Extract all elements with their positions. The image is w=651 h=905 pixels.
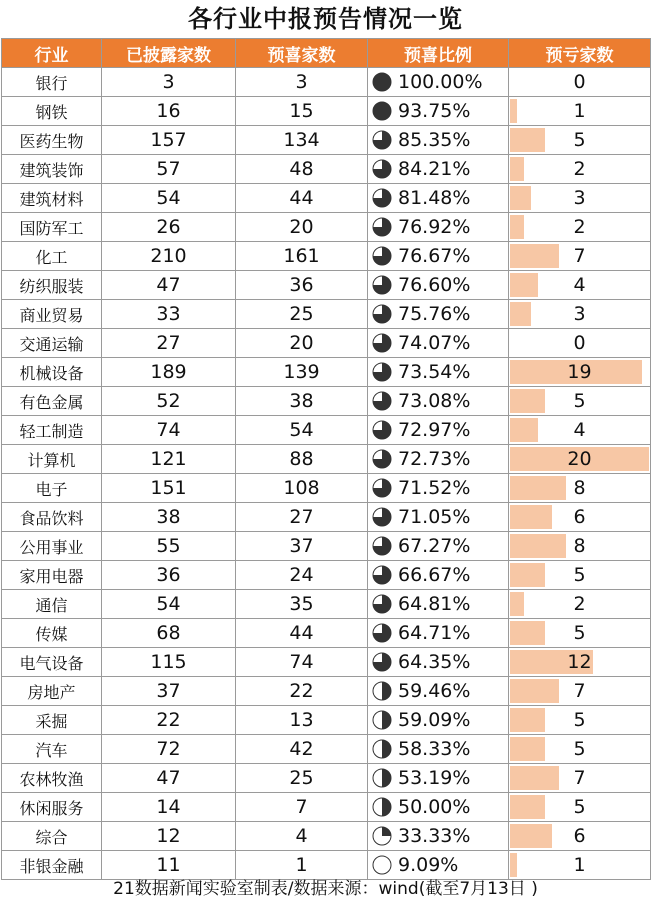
ratio-pie-icon [372, 159, 392, 179]
loss-bar [510, 621, 545, 645]
cell-positive-ratio [368, 416, 509, 445]
table-row [2, 416, 651, 445]
cell-loss [509, 503, 651, 532]
cell-disclosed: 74 [102, 416, 236, 445]
cell-positive-ratio [368, 126, 509, 155]
cell-loss [509, 68, 651, 97]
loss-value: 12 [567, 651, 592, 673]
loss-bar [510, 563, 545, 587]
cell-loss [509, 97, 651, 126]
ratio-pie-icon [372, 739, 392, 759]
loss-value: 19 [567, 361, 592, 383]
cell-positive-ratio [368, 242, 509, 271]
cell-industry: 商业贸易 [2, 300, 102, 329]
cell-disclosed: 27 [102, 329, 236, 358]
header-positive: 预喜家数 [236, 39, 368, 68]
table-row [2, 561, 651, 590]
cell-industry: 传媒 [2, 619, 102, 648]
table-row [2, 764, 651, 793]
cell-positive-ratio [368, 329, 509, 358]
cell-positive: 42 [236, 735, 368, 764]
cell-disclosed: 3 [102, 68, 236, 97]
cell-positive: 44 [236, 619, 368, 648]
ratio-pie-icon [372, 536, 392, 556]
cell-disclosed: 189 [102, 358, 236, 387]
cell-positive: 36 [236, 271, 368, 300]
loss-value: 4 [573, 274, 586, 296]
cell-positive-ratio [368, 97, 509, 126]
loss-value: 8 [573, 535, 586, 557]
cell-positive-ratio [368, 648, 509, 677]
cell-positive-ratio [368, 590, 509, 619]
loss-bar [510, 853, 517, 877]
ratio-pie-icon [372, 72, 392, 92]
cell-positive-ratio [368, 503, 509, 532]
cell-positive: 108 [236, 474, 368, 503]
cell-positive: 54 [236, 416, 368, 445]
loss-value: 7 [573, 767, 586, 789]
cell-loss [509, 445, 651, 474]
header-disclosed: 已披露家数 [102, 39, 236, 68]
cell-disclosed: 52 [102, 387, 236, 416]
ratio-value: 75.76% [398, 303, 471, 325]
cell-loss [509, 155, 651, 184]
cell-positive: 7 [236, 793, 368, 822]
table-row [2, 706, 651, 735]
cell-industry: 化工 [2, 242, 102, 271]
cell-loss [509, 300, 651, 329]
cell-disclosed: 26 [102, 213, 236, 242]
cell-positive-ratio [368, 735, 509, 764]
cell-loss [509, 358, 651, 387]
loss-value: 20 [567, 448, 592, 470]
cell-positive: 27 [236, 503, 368, 532]
loss-value: 6 [573, 825, 586, 847]
cell-industry: 电气设备 [2, 648, 102, 677]
table-row [2, 329, 651, 358]
cell-industry: 轻工制造 [2, 416, 102, 445]
cell-positive-ratio [368, 300, 509, 329]
cell-loss [509, 706, 651, 735]
loss-bar [510, 476, 566, 500]
cell-industry: 汽车 [2, 735, 102, 764]
chart-title: 各行业中报预告情况一览 [188, 5, 463, 33]
cell-positive: 74 [236, 648, 368, 677]
table-row [2, 213, 651, 242]
cell-positive: 44 [236, 184, 368, 213]
cell-positive: 24 [236, 561, 368, 590]
cell-positive-ratio [368, 445, 509, 474]
cell-industry: 农林牧渔 [2, 764, 102, 793]
loss-value: 5 [573, 738, 586, 760]
table-row [2, 648, 651, 677]
loss-value: 7 [573, 680, 586, 702]
cell-positive: 4 [236, 822, 368, 851]
cell-loss [509, 242, 651, 271]
table-row [2, 735, 651, 764]
ratio-pie-icon [372, 333, 392, 353]
cell-industry: 采掘 [2, 706, 102, 735]
cell-loss [509, 677, 651, 706]
ratio-pie-icon [372, 449, 392, 469]
cell-positive: 139 [236, 358, 368, 387]
loss-bar [510, 273, 538, 297]
ratio-value: 64.71% [398, 622, 471, 644]
cell-disclosed: 14 [102, 793, 236, 822]
cell-positive: 25 [236, 764, 368, 793]
cell-loss [509, 648, 651, 677]
loss-value: 3 [573, 187, 586, 209]
ratio-pie-icon [372, 826, 392, 846]
ratio-value: 71.52% [398, 477, 471, 499]
cell-industry: 医药生物 [2, 126, 102, 155]
ratio-pie-icon [372, 565, 392, 585]
cell-disclosed: 68 [102, 619, 236, 648]
cell-positive: 13 [236, 706, 368, 735]
cell-positive: 20 [236, 213, 368, 242]
ratio-value: 64.81% [398, 593, 471, 615]
ratio-value: 100.00% [398, 71, 483, 93]
cell-loss [509, 416, 651, 445]
cell-loss [509, 387, 651, 416]
loss-bar [510, 795, 545, 819]
cell-industry: 家用电器 [2, 561, 102, 590]
loss-value: 3 [573, 303, 586, 325]
loss-value: 0 [573, 71, 586, 93]
ratio-pie-icon [372, 855, 392, 875]
cell-disclosed: 54 [102, 184, 236, 213]
ratio-pie-icon [372, 130, 392, 150]
cell-positive: 88 [236, 445, 368, 474]
ratio-value: 58.33% [398, 738, 471, 760]
table-row [2, 503, 651, 532]
header-industry: 行业 [2, 39, 102, 68]
cell-positive-ratio [368, 155, 509, 184]
cell-industry: 建筑装饰 [2, 155, 102, 184]
loss-bar [510, 505, 552, 529]
cell-positive-ratio [368, 677, 509, 706]
ratio-value: 73.08% [398, 390, 471, 412]
cell-positive-ratio [368, 358, 509, 387]
cell-industry: 食品饮料 [2, 503, 102, 532]
cell-industry: 房地产 [2, 677, 102, 706]
loss-value: 1 [573, 100, 586, 122]
cell-industry: 国防军工 [2, 213, 102, 242]
loss-bar [510, 186, 531, 210]
ratio-pie-icon [372, 101, 392, 121]
cell-industry: 有色金属 [2, 387, 102, 416]
loss-bar [510, 99, 517, 123]
loss-value: 5 [573, 622, 586, 644]
ratio-value: 93.75% [398, 100, 471, 122]
table-row [2, 793, 651, 822]
loss-bar [510, 418, 538, 442]
cell-disclosed: 210 [102, 242, 236, 271]
ratio-value: 66.67% [398, 564, 471, 586]
loss-value: 5 [573, 709, 586, 731]
cell-disclosed: 54 [102, 590, 236, 619]
cell-loss [509, 561, 651, 590]
cell-disclosed: 38 [102, 503, 236, 532]
cell-positive-ratio [368, 213, 509, 242]
cell-positive: 15 [236, 97, 368, 126]
cell-positive: 37 [236, 532, 368, 561]
cell-disclosed: 36 [102, 561, 236, 590]
table-row [2, 300, 651, 329]
cell-positive: 161 [236, 242, 368, 271]
ratio-pie-icon [372, 681, 392, 701]
cell-loss [509, 184, 651, 213]
loss-bar [510, 128, 545, 152]
ratio-pie-icon [372, 275, 392, 295]
loss-bar [510, 389, 545, 413]
ratio-value: 50.00% [398, 796, 471, 818]
loss-value: 5 [573, 129, 586, 151]
cell-disclosed: 157 [102, 126, 236, 155]
cell-industry: 银行 [2, 68, 102, 97]
table-row [2, 184, 651, 213]
table-row [2, 97, 651, 126]
ratio-value: 64.35% [398, 651, 471, 673]
cell-disclosed: 115 [102, 648, 236, 677]
table-row [2, 677, 651, 706]
cell-disclosed: 55 [102, 532, 236, 561]
ratio-pie-icon [372, 594, 392, 614]
loss-value: 2 [573, 216, 586, 238]
cell-positive-ratio [368, 822, 509, 851]
cell-industry: 机械设备 [2, 358, 102, 387]
cell-positive: 48 [236, 155, 368, 184]
cell-disclosed: 16 [102, 97, 236, 126]
loss-bar [510, 708, 545, 732]
cell-positive-ratio [368, 764, 509, 793]
cell-disclosed: 22 [102, 706, 236, 735]
loss-bar [510, 215, 524, 239]
cell-disclosed: 57 [102, 155, 236, 184]
ratio-value: 76.92% [398, 216, 471, 238]
cell-positive: 1 [236, 851, 368, 880]
ratio-pie-icon [372, 768, 392, 788]
cell-industry: 交通运输 [2, 329, 102, 358]
cell-loss [509, 474, 651, 503]
ratio-pie-icon [372, 217, 392, 237]
cell-industry: 非银金融 [2, 851, 102, 880]
loss-bar [510, 679, 559, 703]
header-loss: 预亏家数 [509, 39, 651, 68]
loss-bar [510, 766, 559, 790]
ratio-pie-icon [372, 246, 392, 266]
ratio-pie-icon [372, 188, 392, 208]
loss-value: 1 [573, 854, 586, 876]
loss-value: 4 [573, 419, 586, 441]
ratio-pie-icon [372, 507, 392, 527]
ratio-value: 74.07% [398, 332, 471, 354]
ratio-value: 53.19% [398, 767, 471, 789]
cell-positive-ratio [368, 271, 509, 300]
cell-positive: 134 [236, 126, 368, 155]
ratio-value: 72.73% [398, 448, 471, 470]
industry-table [1, 38, 651, 880]
table-row [2, 155, 651, 184]
cell-positive: 20 [236, 329, 368, 358]
cell-disclosed: 47 [102, 764, 236, 793]
cell-industry: 公用事业 [2, 532, 102, 561]
ratio-pie-icon [372, 391, 392, 411]
cell-disclosed: 37 [102, 677, 236, 706]
table-row [2, 822, 651, 851]
cell-positive-ratio [368, 793, 509, 822]
cell-positive-ratio [368, 706, 509, 735]
ratio-value: 81.48% [398, 187, 471, 209]
cell-loss [509, 213, 651, 242]
loss-value: 7 [573, 245, 586, 267]
cell-disclosed: 33 [102, 300, 236, 329]
table-row [2, 126, 651, 155]
loss-value: 8 [573, 477, 586, 499]
table-body [2, 68, 651, 880]
cell-positive-ratio [368, 532, 509, 561]
cell-disclosed: 121 [102, 445, 236, 474]
cell-industry: 计算机 [2, 445, 102, 474]
cell-disclosed: 12 [102, 822, 236, 851]
ratio-value: 67.27% [398, 535, 471, 557]
loss-bar [510, 534, 566, 558]
ratio-pie-icon [372, 362, 392, 382]
loss-bar [510, 157, 524, 181]
table-row [2, 387, 651, 416]
cell-positive-ratio [368, 68, 509, 97]
loss-value: 6 [573, 506, 586, 528]
cell-industry: 电子 [2, 474, 102, 503]
cell-disclosed: 72 [102, 735, 236, 764]
cell-positive-ratio [368, 619, 509, 648]
cell-positive-ratio [368, 184, 509, 213]
ratio-pie-icon [372, 652, 392, 672]
loss-value: 2 [573, 158, 586, 180]
loss-value: 0 [573, 332, 586, 354]
table-row [2, 619, 651, 648]
cell-positive-ratio [368, 561, 509, 590]
loss-value: 2 [573, 593, 586, 615]
cell-positive-ratio [368, 387, 509, 416]
table-row [2, 271, 651, 300]
cell-loss [509, 271, 651, 300]
cell-loss [509, 822, 651, 851]
cell-industry: 纺织服装 [2, 271, 102, 300]
loss-bar [510, 824, 552, 848]
table-row [2, 242, 651, 271]
cell-loss [509, 793, 651, 822]
header-row [2, 39, 651, 68]
cell-positive: 38 [236, 387, 368, 416]
cell-disclosed: 11 [102, 851, 236, 880]
cell-industry: 综合 [2, 822, 102, 851]
table-row [2, 68, 651, 97]
ratio-value: 76.67% [398, 245, 471, 267]
loss-value: 5 [573, 390, 586, 412]
cell-loss [509, 532, 651, 561]
loss-value: 5 [573, 564, 586, 586]
ratio-value: 76.60% [398, 274, 471, 296]
loss-bar [510, 244, 559, 268]
ratio-value: 72.97% [398, 419, 471, 441]
cell-industry: 通信 [2, 590, 102, 619]
loss-bar [510, 737, 545, 761]
ratio-value: 9.09% [398, 854, 459, 876]
footer-source: 21数据新闻实验室制表/数据来源：wind(截至7月13日 ) [113, 879, 538, 899]
cell-industry: 建筑材料 [2, 184, 102, 213]
table-row [2, 445, 651, 474]
cell-disclosed: 151 [102, 474, 236, 503]
loss-bar [510, 592, 524, 616]
ratio-pie-icon [372, 478, 392, 498]
ratio-pie-icon [372, 797, 392, 817]
ratio-value: 84.21% [398, 158, 471, 180]
header-positive-ratio: 预喜比例 [368, 39, 509, 68]
ratio-value: 85.35% [398, 129, 471, 151]
cell-loss [509, 735, 651, 764]
table-row [2, 474, 651, 503]
cell-loss [509, 329, 651, 358]
cell-positive: 35 [236, 590, 368, 619]
cell-industry: 休闲服务 [2, 793, 102, 822]
cell-positive: 22 [236, 677, 368, 706]
loss-value: 5 [573, 796, 586, 818]
cell-loss [509, 126, 651, 155]
ratio-pie-icon [372, 420, 392, 440]
ratio-value: 59.46% [398, 680, 471, 702]
ratio-pie-icon [372, 710, 392, 730]
ratio-value: 33.33% [398, 825, 471, 847]
cell-loss [509, 619, 651, 648]
ratio-value: 73.54% [398, 361, 471, 383]
cell-positive-ratio [368, 474, 509, 503]
cell-positive: 3 [236, 68, 368, 97]
cell-disclosed: 47 [102, 271, 236, 300]
ratio-pie-icon [372, 623, 392, 643]
cell-loss [509, 590, 651, 619]
loss-bar [510, 302, 531, 326]
cell-positive: 25 [236, 300, 368, 329]
ratio-value: 71.05% [398, 506, 471, 528]
table-row [2, 532, 651, 561]
cell-industry: 钢铁 [2, 97, 102, 126]
table-row [2, 590, 651, 619]
ratio-value: 59.09% [398, 709, 471, 731]
cell-loss [509, 764, 651, 793]
ratio-pie-icon [372, 304, 392, 324]
table-row [2, 358, 651, 387]
